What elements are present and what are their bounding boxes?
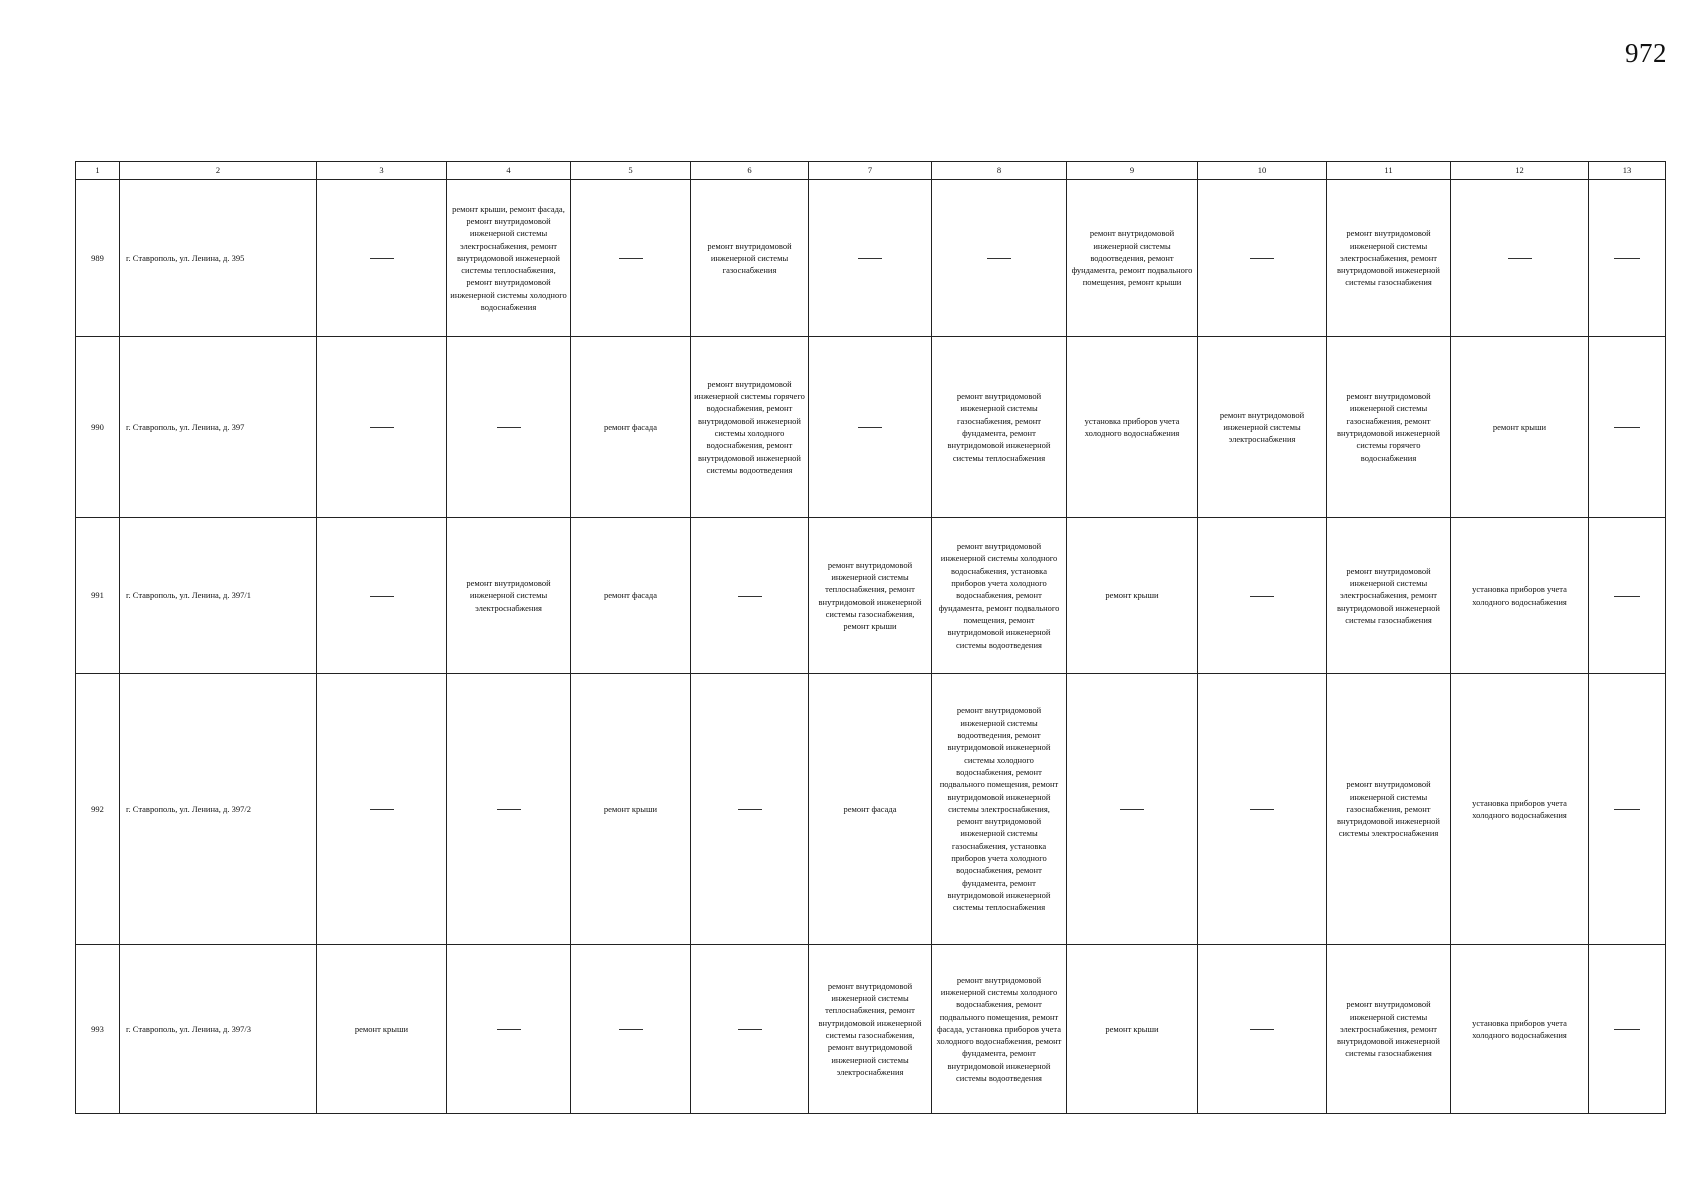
work-cell-c10: [1198, 180, 1327, 337]
empty-dash: [1614, 809, 1640, 810]
work-cell-c6: ремонт внутридомовой инженерной системы газоснабжения: [691, 180, 809, 337]
work-cell-c13: [1589, 945, 1666, 1114]
column-header: 8: [932, 162, 1067, 180]
empty-dash: [497, 427, 521, 428]
work-cell-c7: ремонт внутридомовой инженерной системы теплоснабжения, ремонт внутридомовой инженерной системы газоснабжения, ремонт внутридомовой инженерной системы электроснабжения: [809, 945, 932, 1114]
empty-dash: [370, 427, 394, 428]
column-header: 1: [76, 162, 120, 180]
work-cell-c10: [1198, 674, 1327, 945]
work-cell-c9: ремонт внутридомовой инженерной системы водоотведения, ремонт фундамента, ремонт подвального помещения, ремонт крыши: [1067, 180, 1198, 337]
column-header: 10: [1198, 162, 1327, 180]
empty-dash: [1614, 1029, 1640, 1030]
work-cell-c5: ремонт крыши: [571, 674, 691, 945]
empty-dash: [497, 1029, 521, 1030]
empty-dash: [619, 258, 643, 259]
address-cell: г. Ставрополь, ул. Ленина, д. 397/1: [120, 518, 317, 674]
column-header: 5: [571, 162, 691, 180]
empty-dash: [738, 809, 762, 810]
empty-dash: [738, 1029, 762, 1030]
row-number-cell: 993: [76, 945, 120, 1114]
work-cell-c9: установка приборов учета холодного водоснабжения: [1067, 337, 1198, 518]
column-number-row: [76, 162, 1666, 180]
work-cell-c3: [317, 180, 447, 337]
empty-dash: [1120, 809, 1144, 810]
empty-dash: [1250, 596, 1274, 597]
work-cell-c4: [447, 945, 571, 1114]
empty-dash: [1250, 809, 1274, 810]
work-cell-c4: ремонт внутридомовой инженерной системы электроснабжения: [447, 518, 571, 674]
repair-schedule-table: [75, 161, 1666, 1114]
work-cell-c7: [809, 180, 932, 337]
work-cell-c4: ремонт крыши, ремонт фасада, ремонт внутридомовой инженерной системы электроснабжения, ремонт внутридомовой инженерной системы теплоснабжения, ремонт внутридомовой инженерной системы холодного водоснабжения: [447, 180, 571, 337]
work-cell-c3: [317, 337, 447, 518]
empty-dash: [1614, 258, 1640, 259]
column-header: 12: [1451, 162, 1589, 180]
work-cell-c5: [571, 945, 691, 1114]
work-cell-c3: [317, 674, 447, 945]
work-cell-c7: ремонт внутридомовой инженерной системы теплоснабжения, ремонт внутридомовой инженерной системы газоснабжения, ремонт крыши: [809, 518, 932, 674]
work-cell-c12: установка приборов учета холодного водоснабжения: [1451, 945, 1589, 1114]
work-cell-c6: ремонт внутридомовой инженерной системы горячего водоснабжения, ремонт внутридомовой инженерной системы холодного водоснабжения, ремонт внутридомовой инженерной системы водоотведения: [691, 337, 809, 518]
row-number-cell: 991: [76, 518, 120, 674]
work-cell-c11: ремонт внутридомовой инженерной системы газоснабжения, ремонт внутридомовой инженерной системы электроснабжения: [1327, 674, 1451, 945]
work-cell-c11: ремонт внутридомовой инженерной системы электроснабжения, ремонт внутридомовой инженерной системы газоснабжения: [1327, 180, 1451, 337]
work-cell-c12: установка приборов учета холодного водоснабжения: [1451, 674, 1589, 945]
empty-dash: [370, 258, 394, 259]
column-header: 9: [1067, 162, 1198, 180]
address-cell: г. Ставрополь, ул. Ленина, д. 395: [120, 180, 317, 337]
empty-dash: [1250, 1029, 1274, 1030]
work-cell-c6: [691, 518, 809, 674]
work-cell-c12: [1451, 180, 1589, 337]
empty-dash: [370, 809, 394, 810]
column-header: 7: [809, 162, 932, 180]
work-cell-c9: ремонт крыши: [1067, 945, 1198, 1114]
column-header: 3: [317, 162, 447, 180]
work-cell-c13: [1589, 674, 1666, 945]
work-cell-c4: [447, 337, 571, 518]
empty-dash: [858, 258, 882, 259]
work-cell-c10: ремонт внутридомовой инженерной системы электроснабжения: [1198, 337, 1327, 518]
work-cell-c9: ремонт крыши: [1067, 518, 1198, 674]
work-cell-c11: ремонт внутридомовой инженерной системы электроснабжения, ремонт внутридомовой инженерной системы газоснабжения: [1327, 518, 1451, 674]
work-cell-c9: [1067, 674, 1198, 945]
empty-dash: [987, 258, 1011, 259]
address-cell: г. Ставрополь, ул. Ленина, д. 397/2: [120, 674, 317, 945]
table-row: [76, 674, 1666, 945]
empty-dash: [1508, 258, 1532, 259]
row-number-cell: 990: [76, 337, 120, 518]
work-cell-c3: [317, 518, 447, 674]
row-number-cell: 989: [76, 180, 120, 337]
work-cell-c11: ремонт внутридомовой инженерной системы газоснабжения, ремонт внутридомовой инженерной системы горячего водоснабжения: [1327, 337, 1451, 518]
work-cell-c5: [571, 180, 691, 337]
page-number: 972: [1625, 38, 1667, 68]
empty-dash: [1250, 258, 1274, 259]
work-cell-c13: [1589, 180, 1666, 337]
work-cell-c11: ремонт внутридомовой инженерной системы электроснабжения, ремонт внутридомовой инженерной системы газоснабжения: [1327, 945, 1451, 1114]
empty-dash: [1614, 427, 1640, 428]
work-cell-c12: установка приборов учета холодного водоснабжения: [1451, 518, 1589, 674]
empty-dash: [370, 596, 394, 597]
work-cell-c10: [1198, 518, 1327, 674]
work-cell-c7: [809, 337, 932, 518]
table-row: [76, 945, 1666, 1114]
column-header: 4: [447, 162, 571, 180]
empty-dash: [738, 596, 762, 597]
work-cell-c5: ремонт фасада: [571, 518, 691, 674]
empty-dash: [619, 1029, 643, 1030]
address-cell: г. Ставрополь, ул. Ленина, д. 397/3: [120, 945, 317, 1114]
work-cell-c10: [1198, 945, 1327, 1114]
work-cell-c8: ремонт внутридомовой инженерной системы газоснабжения, ремонт фундамента, ремонт внутридомовой инженерной системы теплоснабжения: [932, 337, 1067, 518]
work-cell-c6: [691, 945, 809, 1114]
empty-dash: [858, 427, 882, 428]
work-cell-c8: ремонт внутридомовой инженерной системы холодного водоснабжения, ремонт подвального помещения, ремонт фасада, установка приборов учета холодного водоснабжения, ремонт фундамента, ремонт внутридомовой инженерной системы водоотведения: [932, 945, 1067, 1114]
row-number-cell: 992: [76, 674, 120, 945]
work-cell-c5: ремонт фасада: [571, 337, 691, 518]
work-cell-c3: ремонт крыши: [317, 945, 447, 1114]
column-header: 13: [1589, 162, 1666, 180]
table-row: [76, 337, 1666, 518]
table-row: [76, 518, 1666, 674]
work-cell-c4: [447, 674, 571, 945]
work-cell-c13: [1589, 337, 1666, 518]
work-cell-c13: [1589, 518, 1666, 674]
work-cell-c7: ремонт фасада: [809, 674, 932, 945]
empty-dash: [497, 809, 521, 810]
work-cell-c8: [932, 180, 1067, 337]
column-header: 6: [691, 162, 809, 180]
address-cell: г. Ставрополь, ул. Ленина, д. 397: [120, 337, 317, 518]
work-cell-c12: ремонт крыши: [1451, 337, 1589, 518]
empty-dash: [1614, 596, 1640, 597]
column-header: 11: [1327, 162, 1451, 180]
table-row: [76, 180, 1666, 337]
work-cell-c8: ремонт внутридомовой инженерной системы водоотведения, ремонт внутридомовой инженерной системы холодного водоснабжения, ремонт подвального помещения, ремонт внутридомовой инженерной системы электроснабжения, ремонт внутридомовой инженерной системы газоснабжения, установка приборов учета холодного водоснабжения, ремонт фундамента, ремонт внутридомовой инженерной системы теплоснабжения: [932, 674, 1067, 945]
column-header: 2: [120, 162, 317, 180]
work-cell-c6: [691, 674, 809, 945]
work-cell-c8: ремонт внутридомовой инженерной системы холодного водоснабжения, установка приборов учета холодного водоснабжения, ремонт фундамента, ремонт подвального помещения, ремонт внутридомовой инженерной системы водоотведения: [932, 518, 1067, 674]
